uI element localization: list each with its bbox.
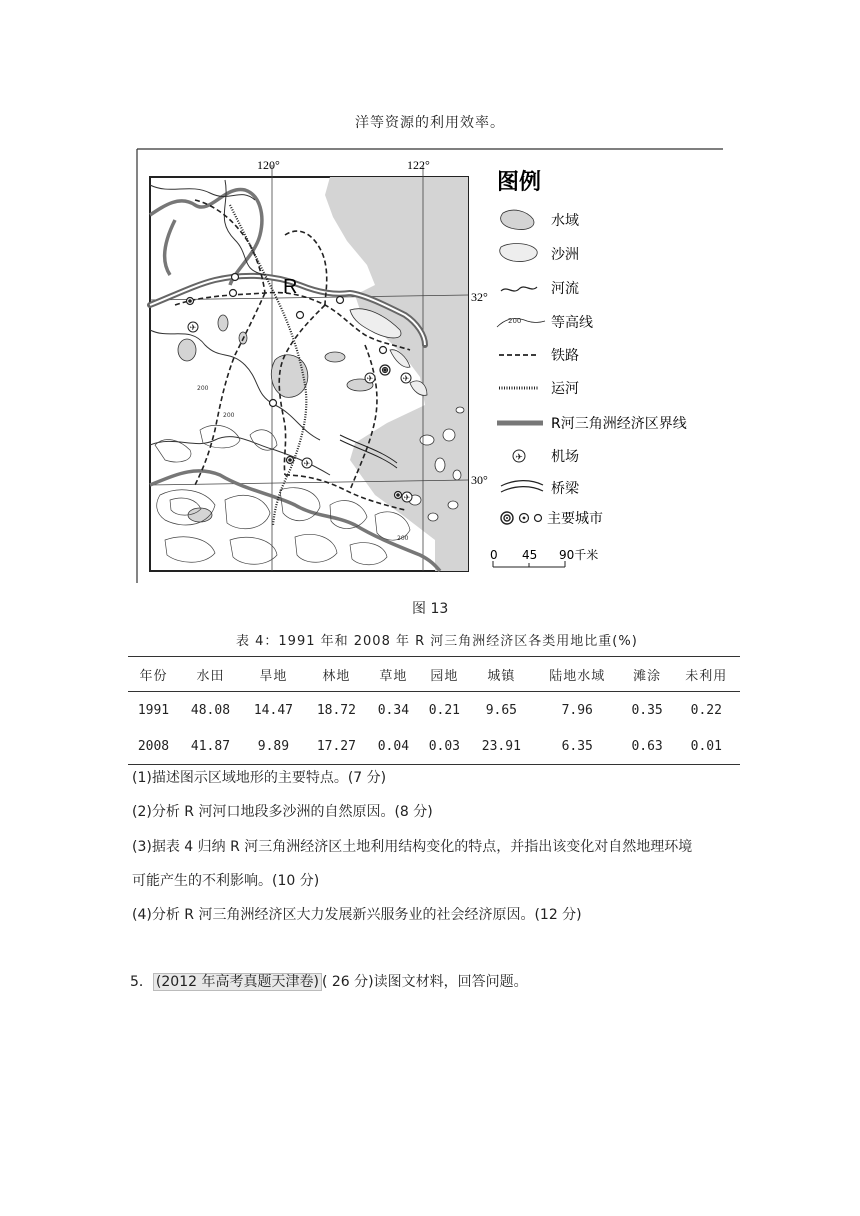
- svg-text:✈: ✈: [303, 459, 311, 468]
- table-cell: 0.04: [368, 728, 419, 765]
- source-tag[interactable]: (2012 年高考真题天津卷): [153, 973, 322, 991]
- table-cell: 23.91: [470, 728, 533, 765]
- question-1: (1)描述图示区域地形的主要特点。(7 分): [132, 770, 387, 786]
- question-2: (2)分析 R 河河口地段多沙洲的自然原因。(8 分): [132, 804, 433, 820]
- header-cell: 旱地: [242, 657, 305, 692]
- table-cell: 7.96: [561, 702, 593, 718]
- next-question: [130, 971, 528, 991]
- table-row: [128, 728, 740, 765]
- table-cell: 0.03: [419, 728, 470, 765]
- svg-text:200: 200: [197, 385, 209, 392]
- header-cell: 陆地水域: [533, 657, 622, 692]
- table-cell: 48.08: [190, 702, 231, 718]
- svg-text:桥梁: 桥梁: [551, 481, 579, 497]
- svg-text:R河三角洲经济区界线: R河三角洲经济区界线: [551, 416, 687, 432]
- question-4: (4)分析 R 河三角洲经济区大力发展新兴服务业的社会经济原因。(12 分): [132, 907, 582, 923]
- table-cell: 0.63: [622, 728, 673, 765]
- header-cell: 年份: [128, 657, 179, 692]
- legend-title: 图例: [497, 170, 542, 195]
- question-text: ( 26 分)读图文材料，回答问题。: [321, 974, 528, 990]
- header-cell: 园地: [419, 657, 470, 692]
- lake: [271, 355, 307, 398]
- land-use-table: [128, 656, 740, 765]
- table-cell: 0.01: [673, 728, 740, 765]
- table-cell: 17.27: [305, 728, 368, 765]
- table-cell: 1991: [137, 702, 170, 718]
- svg-text:✈: ✈: [402, 374, 410, 383]
- bridge-icon: [501, 481, 543, 492]
- svg-text:45: 45: [522, 548, 538, 562]
- svg-text:运河: 运河: [551, 381, 579, 397]
- table-row: [128, 692, 740, 729]
- svg-text:✈: ✈: [403, 493, 411, 502]
- table-cell: 6.35: [533, 728, 622, 765]
- svg-text:铁路: 铁路: [551, 348, 579, 364]
- table-cell: 18.72: [316, 702, 356, 718]
- river-icon: [501, 287, 537, 291]
- delta-map-figure: [135, 145, 725, 585]
- svg-text:200: 200: [508, 317, 522, 325]
- table-cell: 0.34: [377, 702, 410, 718]
- svg-text:等高线: 等高线: [551, 315, 593, 331]
- scale-bar: [490, 547, 598, 567]
- svg-text:0: 0: [490, 548, 498, 562]
- svg-text:✈: ✈: [189, 323, 197, 332]
- paragraph-end-text: 洋等资源的利用效率。: [355, 115, 505, 131]
- question-number: 5．: [130, 974, 153, 990]
- lat-label-30: 30°: [471, 473, 488, 487]
- table-cell: 9.89: [242, 728, 305, 765]
- svg-text:水域: 水域: [551, 213, 579, 229]
- lat-label-32: 32°: [471, 290, 488, 304]
- table-cell: 9.65: [485, 702, 517, 718]
- table-cell: 14.47: [253, 702, 293, 718]
- table-header-row: [128, 657, 740, 692]
- question-3-line-1: (3)据表 4 归纳 R 河三角洲经济区土地利用结构变化的特点，并指出该变化对自然地理环境: [132, 839, 693, 855]
- city-icon: [501, 512, 542, 524]
- water-icon: [501, 210, 534, 229]
- svg-text:主要城市: 主要城市: [547, 511, 603, 527]
- sand-icon: [500, 244, 537, 262]
- table-cell: 0.22: [690, 702, 722, 718]
- table-cell: 0.21: [428, 702, 461, 718]
- question-3-line-2: 可能产生的不利影响。(10 分): [132, 873, 320, 889]
- svg-text:90千米: 90千米: [559, 548, 599, 562]
- svg-text:✈: ✈: [366, 374, 374, 383]
- table-cell: 41.87: [179, 728, 242, 765]
- header-cell: 滩涂: [622, 657, 673, 692]
- table-cell: 2008: [128, 728, 179, 765]
- svg-text:河流: 河流: [551, 281, 579, 297]
- map-legend: [490, 170, 687, 567]
- lon-label-122: 122°: [407, 158, 430, 172]
- header-cell: 草地: [368, 657, 419, 692]
- table-cell: 0.35: [631, 702, 663, 718]
- svg-text:机场: 机场: [551, 449, 579, 465]
- table-caption: 表 4：1991 年和 2008 年 R 河三角洲经济区各类用地比重(%): [236, 634, 638, 649]
- figure-caption: 图 13: [412, 601, 449, 617]
- river-label-r: R: [283, 276, 298, 298]
- svg-text:200: 200: [397, 535, 409, 542]
- svg-text:沙洲: 沙洲: [551, 247, 579, 263]
- header-cell: 未利用: [673, 657, 740, 692]
- header-cell: 城镇: [470, 657, 533, 692]
- lon-label-120: 120°: [257, 158, 280, 172]
- svg-text:200: 200: [223, 412, 235, 419]
- header-cell: 林地: [305, 657, 368, 692]
- header-cell: 水田: [179, 657, 242, 692]
- svg-text:✈: ✈: [515, 453, 523, 463]
